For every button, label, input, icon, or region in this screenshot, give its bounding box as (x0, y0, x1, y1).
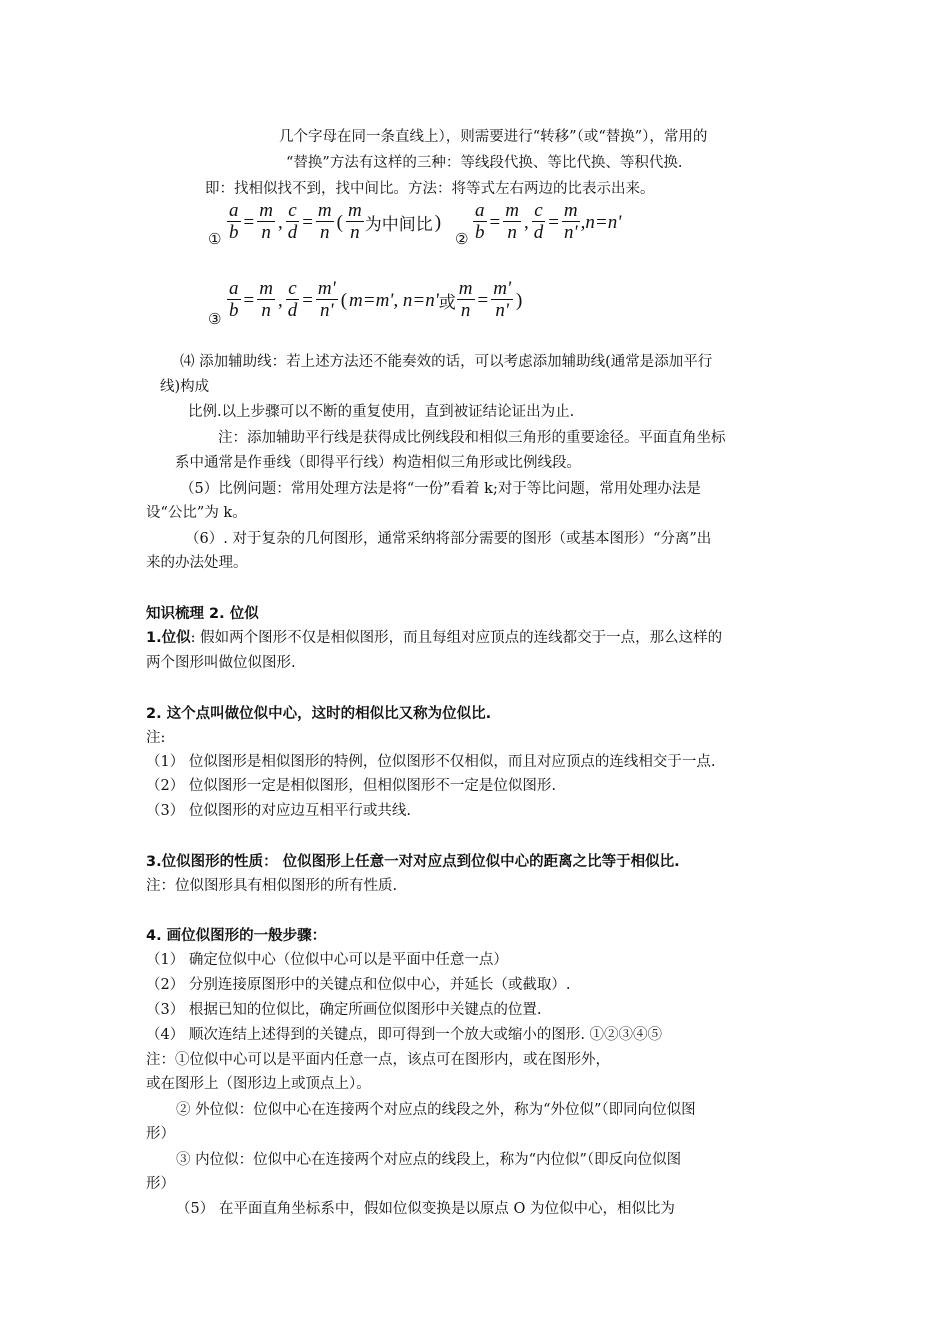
text-line: 注：①位似中心可以是平面内任意一点，该点可在图形内，或在图形外， (146, 1052, 610, 1068)
text-line: 注: (146, 730, 166, 746)
text-line: 即：找相似找不到，找中间比。方法：将等式左右两边的比表示出来。 (205, 181, 655, 197)
text-line: ② 外位似：位似中心在连接两个对应点的线段之外，称为“外位似”（即同向位似图 (176, 1102, 696, 1118)
formula-1: $\frac{a}{b}$ = $\frac{m}{n}$ , $\frac{c}{d}$ = $\frac{m}{n}$ ( $\frac{m}{n}$ 为中间比 ) (229, 200, 442, 243)
list-item: （1） 确定位似中心（位似中心可以是平面中任意一点） (146, 952, 508, 968)
section-heading: 知识梳理 2. 位似 (146, 606, 259, 622)
circled-number-2: ② (455, 230, 469, 248)
list-item: （1） 位似图形是相似图形的特例，位似图形不仅相似，而且对应顶点的连线相交于一点. (146, 754, 716, 770)
circled-number-3: ③ (208, 310, 222, 328)
list-item: （3） 根据已知的位似比，确定所画位似图形中关键点的位置. (146, 1002, 542, 1018)
text-line: （5） 在平面直角坐标系中，假如位似变换是以原点 O 为位似中心，相似比为 (176, 1201, 675, 1217)
text-line: 或在图形上（图形边上或顶点上）。 (146, 1076, 371, 1092)
list-item: （2） 分别连接原图形中的关键点和位似中心，并延长（或截取）. (146, 977, 571, 993)
text-line: （5）比例问题：常用处理方法是将“一份”看着 k;对于等比问题，常用处理办法是 (180, 481, 701, 497)
circled-number-1: ① (208, 230, 222, 248)
text-line: ③ 内位似：位似中心在连接两个对应点的线段上，称为“内位似”（即反向位似图 (176, 1152, 682, 1168)
list-item: （2） 位似图形一定是相似图形，但相似图形不一定是位似图形. (146, 778, 556, 794)
formula-2: $\frac{a}{b}$ = $\frac{m}{n}$ , $\frac{c}{d}$ = $\frac{m}{n'}$ ,n=n' (475, 200, 622, 243)
text-line: 设“公比”为 k。 (146, 505, 247, 521)
text-line: 比例.以上步骤可以不断的重复使用，直到被证结论证出为止. (188, 404, 575, 420)
text-line: 两个图形叫做位似图形. (146, 655, 296, 671)
section-heading: 2. 这个点叫做位似中心，这时的相似比又称为位似比. (146, 706, 492, 722)
text-line: 形） (146, 1126, 175, 1142)
text-line: ⑷ 添加辅助线：若上述方法还不能奏效的话，可以考虑添加辅助线(通常是添加平行 (180, 354, 713, 370)
list-item: （3） 位似图形的对应边互相平行或共线. (146, 803, 411, 819)
text-line: 形） (146, 1176, 175, 1192)
section-heading: 3.位似图形的性质： 位似图形上任意一对对应点到位似中心的距离之比等于相似比. (146, 854, 680, 870)
formula-3: $\frac{a}{b}$ = $\frac{m}{n}$ , $\frac{c}{d}$ = $\frac{m'}{n'}$ ( m=m', n=n' 或 $\frac{m}{n}$ = $\frac{m'}{n'}$ ) (229, 278, 523, 321)
text-line: 注：添加辅助平行线是获得成比例线段和相似三角形的重要途径。平面直角坐标 (218, 430, 726, 446)
text-line: 系中通常是作垂线（即得平行线）构造相似三角形或比例线段。 (175, 455, 581, 471)
list-item: （4） 顺次连结上述得到的关键点，即可得到一个放大或缩小的图形. ①②③④⑤ (146, 1027, 663, 1043)
section-heading: 4. 画位似图形的一般步骤： (146, 928, 327, 944)
text-line: 注：位似图形具有相似图形的所有性质. (146, 878, 398, 894)
text-line: 线)构成 (160, 379, 210, 395)
text-line: 几个字母在同一条直线上），则需要进行“转移”（或“替换”），常用的 (279, 129, 708, 145)
definition-line: 1.位似: 假如两个图形不仅是相似图形，而且每组对应顶点的连线都交于一点，那么这样的 (146, 630, 723, 646)
text-line: “替换”方法有这样的三种：等线段代换、等比代换、等积代换. (286, 155, 683, 171)
text-line: （6）. 对于复杂的几何图形，通常采纳将部分需要的图形（或基本图形）“分离”出 (185, 531, 712, 547)
text-line: 来的办法处理。 (146, 555, 248, 571)
